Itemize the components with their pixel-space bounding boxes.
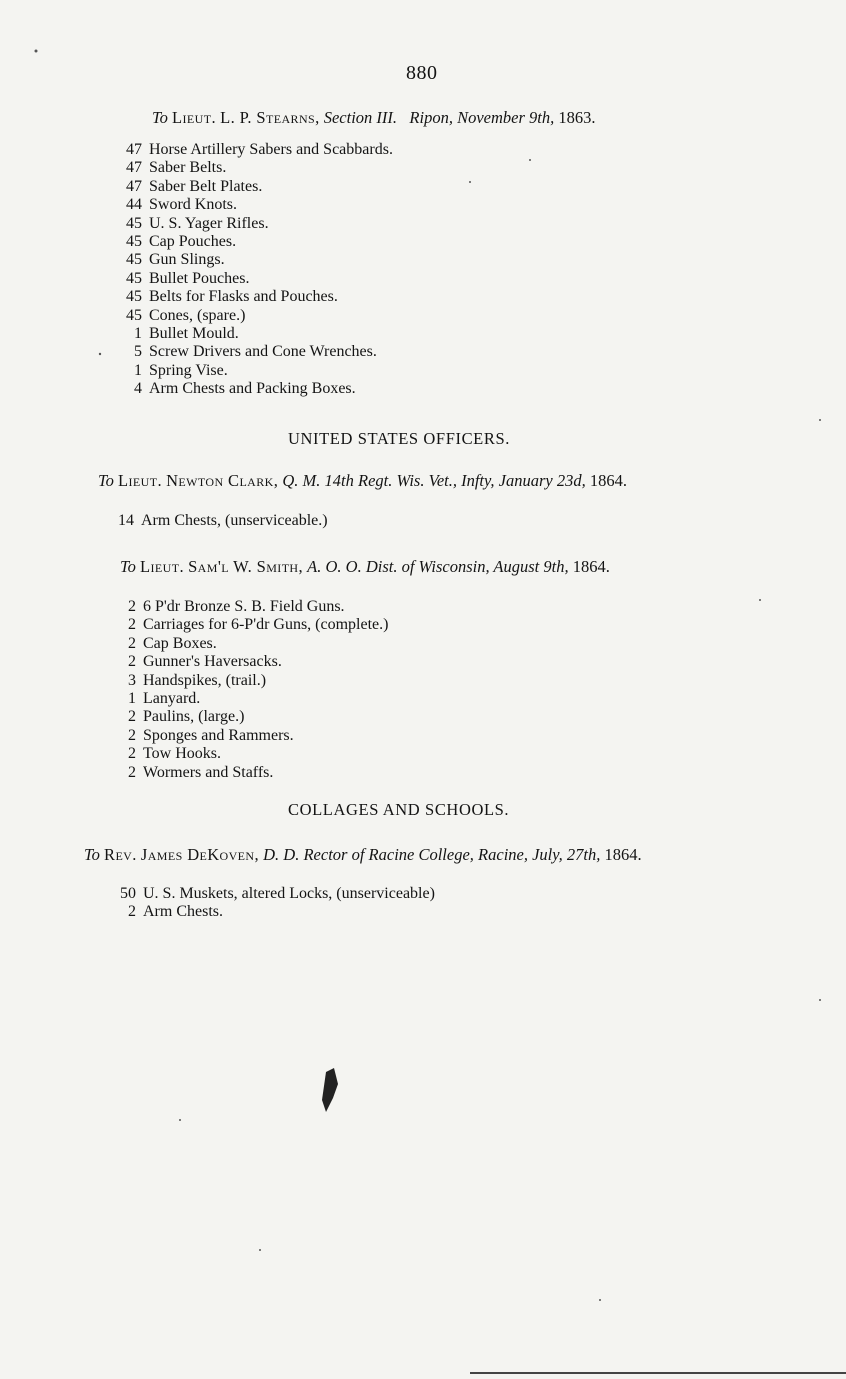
section-heading-us-officers: UNITED STATES OFFICERS. xyxy=(288,429,510,448)
list-item: 2 Wormers and Staffs. xyxy=(128,763,274,781)
list-item: 45 Cap Pouches. xyxy=(126,233,237,251)
rank: Lieut. xyxy=(118,471,162,490)
year: 1863. xyxy=(558,108,596,127)
unit: Q. M. 14th Regt. Wis. Vet., Infty, January 23d, xyxy=(282,471,586,490)
list-item: 45 U. S. Yager Rifles. xyxy=(126,214,269,232)
bottom-rule xyxy=(470,1372,846,1374)
section-heading-colleges: COLLAGES AND SCHOOLS. xyxy=(288,800,510,819)
list-item: 47 Saber Belt Plates. xyxy=(126,177,263,195)
list-item: 1 Bullet Mould. xyxy=(134,325,239,343)
list-item: 2 Tow Hooks. xyxy=(128,745,221,763)
year: 1864. xyxy=(604,845,642,864)
list-item: 1 Spring Vise. xyxy=(134,361,228,379)
recipient-name: L. P. Stearns, xyxy=(220,108,320,127)
page-number: 880 xyxy=(406,62,438,84)
list-item: 2 Gunner's Haversacks. xyxy=(128,653,282,671)
unit: Section III. xyxy=(323,108,398,127)
list-item: 2 Arm Chests. xyxy=(128,903,223,921)
to-label: To xyxy=(98,471,114,490)
to-label: To xyxy=(84,845,100,864)
list-item: 3 Handspikes, (trail.) xyxy=(128,671,267,689)
list-item: 2 Paulins, (large.) xyxy=(128,708,245,726)
list-item: 2 6 P'dr Bronze S. B. Field Guns. xyxy=(128,598,345,615)
unit: A. O. O. Dist. of Wisconsin, August 9th, xyxy=(307,557,569,576)
year: 1864. xyxy=(572,557,610,576)
year: 1864. xyxy=(589,471,627,490)
list-item: 4 Arm Chests and Packing Boxes. xyxy=(134,380,356,398)
to-label: To xyxy=(120,557,136,576)
recipient-name: James DeKoven, xyxy=(140,845,260,864)
recipient-name: Sam'l W. Smith, xyxy=(188,557,304,576)
list-item: 47 Horse Artillery Sabers and Scabbards. xyxy=(126,141,393,158)
list-item: 50 U. S. Muskets, altered Locks, (unserviceable) xyxy=(120,885,435,902)
recipient-name: Newton Clark, xyxy=(166,471,279,490)
list-item: 45 Gun Slings. xyxy=(126,251,225,269)
rank: Lieut. xyxy=(172,108,216,127)
list-item: 45 Belts for Flasks and Pouches. xyxy=(126,288,338,306)
list-item: 1 Lanyard. xyxy=(128,690,201,708)
list-item: 2 Cap Boxes. xyxy=(128,634,217,652)
rank: Lieut. xyxy=(140,557,184,576)
list-item: 2 Carriages for 6-P'dr Guns, (complete.) xyxy=(128,616,389,634)
unit: D. D. Rector of Racine College, Racine, July, 27th, xyxy=(263,845,601,864)
list-item: 45 Cones, (spare.) xyxy=(126,306,246,324)
rank: Rev. xyxy=(104,845,137,864)
list-item: 2 Sponges and Rammers. xyxy=(128,726,294,744)
list-item: 44 Sword Knots. xyxy=(126,196,238,214)
list-item: 14 Arm Chests, (unserviceable.) xyxy=(118,512,328,529)
list-item: 47 Saber Belts. xyxy=(126,159,227,177)
to-label: To xyxy=(152,108,168,127)
list-item: 45 Bullet Pouches. xyxy=(126,269,250,287)
place-date: Ripon, November 9th, xyxy=(409,108,555,127)
list-item: 5 Screw Drivers and Cone Wrenches. xyxy=(134,343,377,361)
